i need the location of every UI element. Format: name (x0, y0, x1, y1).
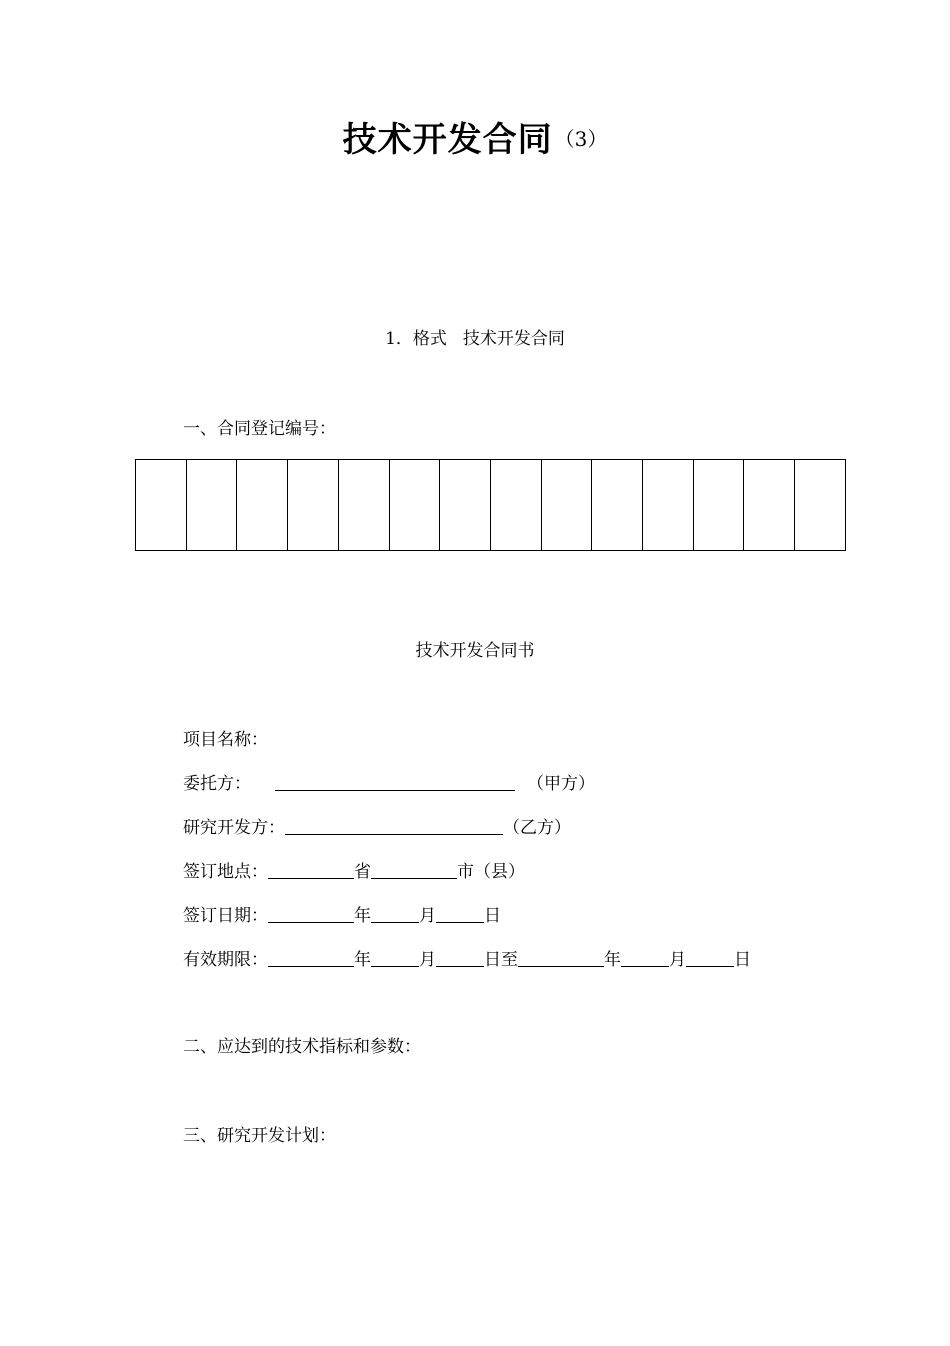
registration-cell[interactable] (136, 460, 187, 551)
developer-label: 研究开发方： (183, 818, 285, 838)
year-label: 年 (354, 906, 371, 926)
end-day-blank[interactable] (686, 948, 734, 967)
project-name-field (183, 729, 268, 751)
registration-number-grid (135, 459, 846, 551)
developer-field (183, 816, 571, 839)
registration-cell[interactable] (592, 460, 643, 551)
signing-date-field (183, 904, 501, 927)
registration-cell[interactable] (490, 460, 541, 551)
registration-cell[interactable] (237, 460, 288, 551)
registration-cell[interactable] (643, 460, 694, 551)
signing-date-label: 签订日期： (183, 906, 268, 926)
start-year-label: 年 (354, 950, 371, 970)
city-blank[interactable] (371, 860, 457, 879)
registration-cell[interactable] (693, 460, 744, 551)
format-text: 技术开发合同 (462, 329, 565, 349)
registration-cell[interactable] (744, 460, 795, 551)
start-month-blank[interactable] (371, 948, 419, 967)
start-month-label: 月 (419, 950, 436, 970)
client-suffix: （甲方） (527, 774, 595, 794)
month-blank[interactable] (371, 904, 419, 923)
format-heading (0, 328, 950, 350)
day-blank[interactable] (436, 904, 484, 923)
start-day-blank[interactable] (436, 948, 484, 967)
registration-cell[interactable] (338, 460, 389, 551)
province-label: 省 (354, 862, 371, 882)
end-month-label: 月 (669, 950, 686, 970)
client-label: 委托方： (183, 774, 251, 794)
signing-place-field (183, 860, 525, 883)
year-blank[interactable] (268, 904, 354, 923)
format-number: 1．格式 (385, 329, 447, 349)
end-month-blank[interactable] (621, 948, 669, 967)
section-tech-specs: 二、应达到的技术指标和参数： (183, 1037, 421, 1057)
project-name-label: 项目名称： (183, 730, 268, 750)
province-blank[interactable] (268, 860, 354, 879)
registration-cell[interactable] (795, 460, 846, 551)
registration-label: 一、合同登记编号： (183, 419, 336, 439)
title-main: 技术开发合同 (342, 120, 553, 160)
validity-period-field (183, 948, 751, 971)
registration-cell[interactable] (389, 460, 440, 551)
section-dev-plan: 三、研究开发计划： (183, 1126, 336, 1146)
registration-cell[interactable] (440, 460, 491, 551)
registration-cell[interactable] (288, 460, 339, 551)
registration-cell[interactable] (541, 460, 592, 551)
registration-cell[interactable] (186, 460, 237, 551)
city-label: 市（县） (457, 862, 525, 882)
document-title (0, 112, 950, 161)
end-year-label: 年 (604, 950, 621, 970)
registration-row (136, 460, 846, 551)
developer-blank[interactable] (285, 816, 503, 835)
end-year-blank[interactable] (518, 948, 604, 967)
day-label: 日 (484, 906, 501, 926)
signing-place-label: 签订地点： (183, 862, 268, 882)
month-label: 月 (419, 906, 436, 926)
start-year-blank[interactable] (268, 948, 354, 967)
start-day-to-label: 日至 (484, 950, 518, 970)
title-number: （3） (554, 127, 608, 151)
end-day-label: 日 (734, 950, 751, 970)
contract-book-title: 技术开发合同书 (415, 641, 535, 661)
client-field (183, 772, 595, 795)
validity-label: 有效期限： (183, 950, 268, 970)
developer-suffix: （乙方） (503, 818, 571, 838)
client-blank[interactable] (275, 772, 515, 791)
